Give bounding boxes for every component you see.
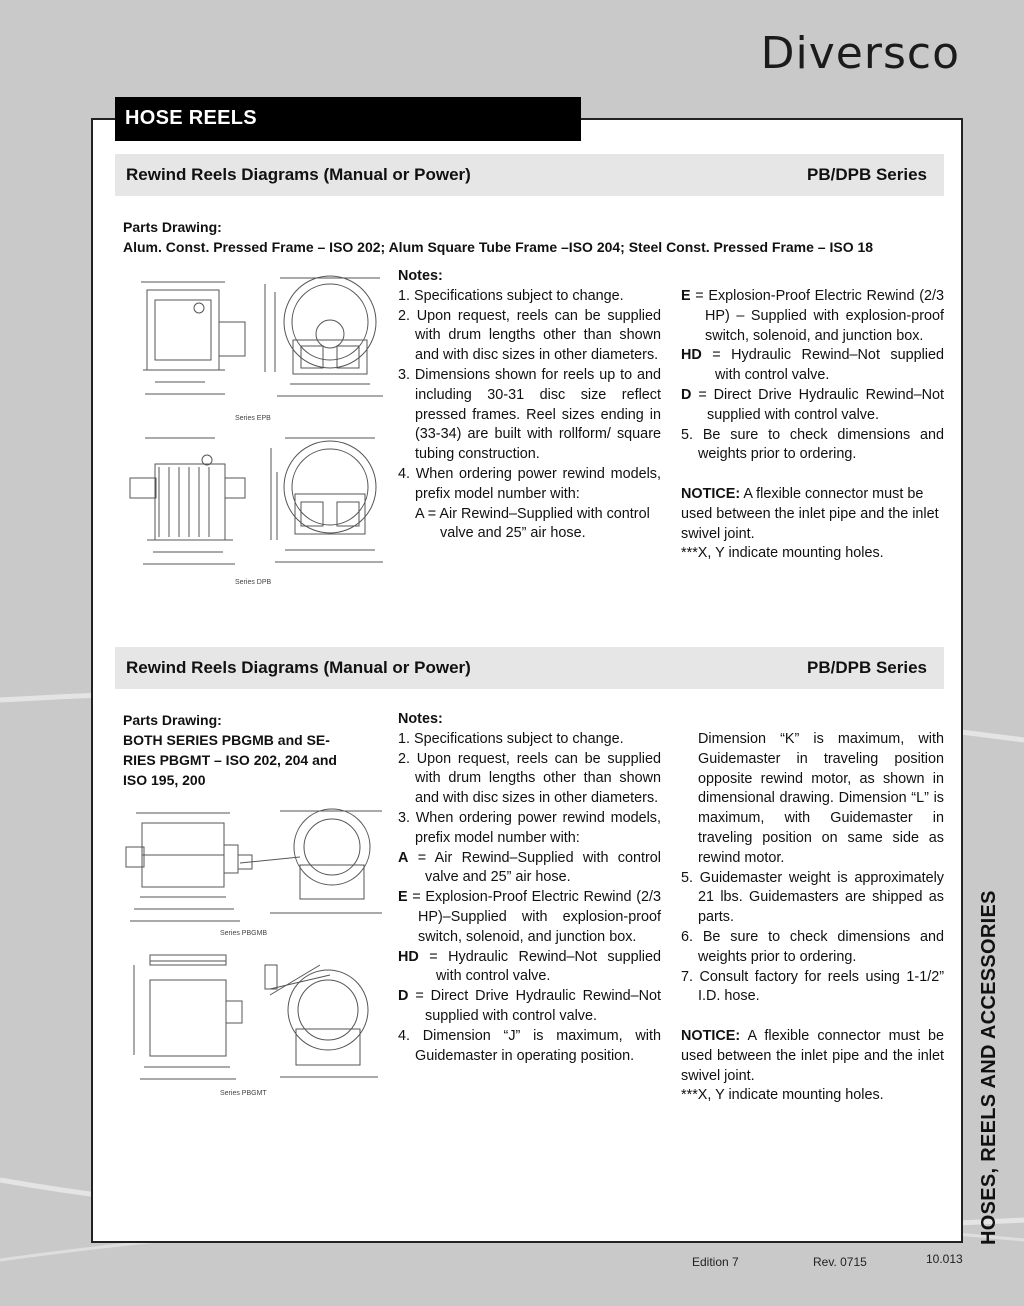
section1-header: [115, 154, 944, 196]
section2-parts-drawing: [123, 710, 363, 790]
section1-note-3: 3. Dimensions shown for reels up to and including 30-31 disc size reflect pressed frames. Reel sizes ending in (33-34) are built with rollform/ square tubing construction.: [398, 366, 661, 463]
section2-mounting-note: ***X, Y indicate mounting holes.: [681, 1087, 884, 1104]
section2-reel-drawing: [120, 805, 390, 1105]
section2-option-d: D = Direct Drive Hydraulic Rewind–Not supplied with control valve.: [398, 988, 661, 1024]
section1-notice: NOTICE: A flexible connector must be used between the inlet pipe and the inlet swivel joint.: [681, 485, 939, 542]
section1-caption-dpb: Series DPB: [235, 579, 272, 586]
section2-series: PB/DPB Series: [807, 658, 927, 677]
side-tab-label: HOSES, REELS AND ACCESSORIES: [978, 890, 1000, 1245]
section2-caption-pbgmb: Series PBGMB: [220, 930, 268, 937]
section2-note-4: 4. Dimension “J” is maximum, with Guidemaster in operating position.: [398, 1027, 661, 1064]
section1-mounting-note: ***X, Y indicate mounting holes.: [681, 545, 884, 562]
section1-option-d: D = Direct Drive Hydraulic Rewind–Not supplied with control valve.: [681, 386, 944, 423]
footer-revision: Rev. 0715: [813, 1255, 867, 1269]
section2-parts-desc-3: ISO 195, 200: [123, 772, 206, 788]
section1-note-2: 2. Upon request, reels can be supplied with drum lengths other than shown and with disc sizes in other diameters.: [398, 307, 661, 364]
section2-parts-label: Parts Drawing:: [123, 712, 222, 728]
section1-notes-heading: Notes:: [398, 268, 443, 284]
section2-note-2: 2. Upon request, reels can be supplied with drum lengths other than shown and with disc sizes in other diameters.: [398, 750, 661, 807]
footer-page-number: 10.013: [926, 1252, 963, 1266]
section2-caption-pbgmt: Series PBGMT: [220, 1090, 267, 1097]
section1-notes: [398, 267, 661, 544]
section1-title: Rewind Reels Diagrams (Manual or Power): [126, 165, 471, 184]
section1-option-a: A = Air Rewind–Supplied with control valve and 25” air hose.: [415, 505, 650, 542]
section2-note-6: 6. Be sure to check dimensions and weights prior to ordering.: [681, 928, 944, 965]
section2-note-1: 1. Specifications subject to change.: [398, 730, 624, 747]
section1-note-1: 1. Specifications subject to change.: [398, 287, 624, 304]
section2-note-4-cont: Dimension “K” is maximum, with Guidemaster in traveling position opposite rewind motor, as shown in dimensional drawing. Dimension “L” is maximum, with Guidemaster in traveling position on same side as rewind motor.: [698, 731, 944, 866]
section2-parts-desc-1: BOTH SERIES PBGMB and SE-: [123, 732, 330, 748]
section1-reel-drawing: [125, 272, 385, 592]
section1-note-4: 4. When ordering power rewind models, prefix model number with:: [398, 465, 661, 502]
footer-edition: Edition 7: [692, 1255, 739, 1269]
section2-header: [115, 647, 944, 689]
section1-option-hd: HD = Hydraulic Rewind–Not supplied with control valve.: [681, 347, 944, 384]
section1-parts-label: Parts Drawing:: [123, 219, 222, 235]
section2-notes-heading: Notes:: [398, 711, 443, 727]
section2-notice: NOTICE: A flexible connector must be used between the inlet pipe and the inlet swivel joint.: [681, 1027, 944, 1084]
section2-notes: [398, 710, 661, 1066]
section1-caption-epb: Series EPB: [235, 415, 271, 422]
section2-option-e: E = Explosion-Proof Electric Rewind (2/3 HP)–Supplied with explosion-proof switch, solenoid, and junction box.: [398, 889, 661, 945]
section1-options: [681, 287, 944, 564]
section2-note-3: 3. When ordering power rewind models, prefix model number with:: [398, 809, 661, 846]
section1-note-5: 5. Be sure to check dimensions and weights prior to ordering.: [681, 426, 944, 463]
section1-parts-desc: Alum. Const. Pressed Frame – ISO 202; Alum Square Tube Frame –ISO 204; Steel Const. Pressed Frame – ISO 18: [123, 239, 874, 255]
section1-option-e: E = Explosion-Proof Electric Rewind (2/3 HP) – Supplied with explosion-proof switch, solenoid, and junction box.: [681, 288, 944, 344]
section2-note-5: 5. Guidemaster weight is approximately 21 lbs. Guidemasters are shipped as parts.: [681, 869, 944, 926]
section2-right-notes: [681, 730, 944, 1106]
section2-note-7: 7. Consult factory for reels using 1-1/2” I.D. hose.: [681, 968, 944, 1005]
section2-parts-desc-2: RIES PBGMT – ISO 202, 204 and: [123, 752, 337, 768]
diversco-logo: Diversco: [760, 28, 960, 79]
section1-parts-drawing: [123, 217, 943, 257]
page-title: HOSE REELS: [115, 97, 581, 141]
section2-title: Rewind Reels Diagrams (Manual or Power): [126, 658, 471, 677]
section1-series: PB/DPB Series: [807, 165, 927, 184]
section2-option-hd: HD = Hydraulic Rewind–Not supplied with control valve.: [398, 948, 661, 985]
section2-option-a: A = Air Rewind–Supplied with control valve and 25” air hose.: [398, 849, 661, 886]
